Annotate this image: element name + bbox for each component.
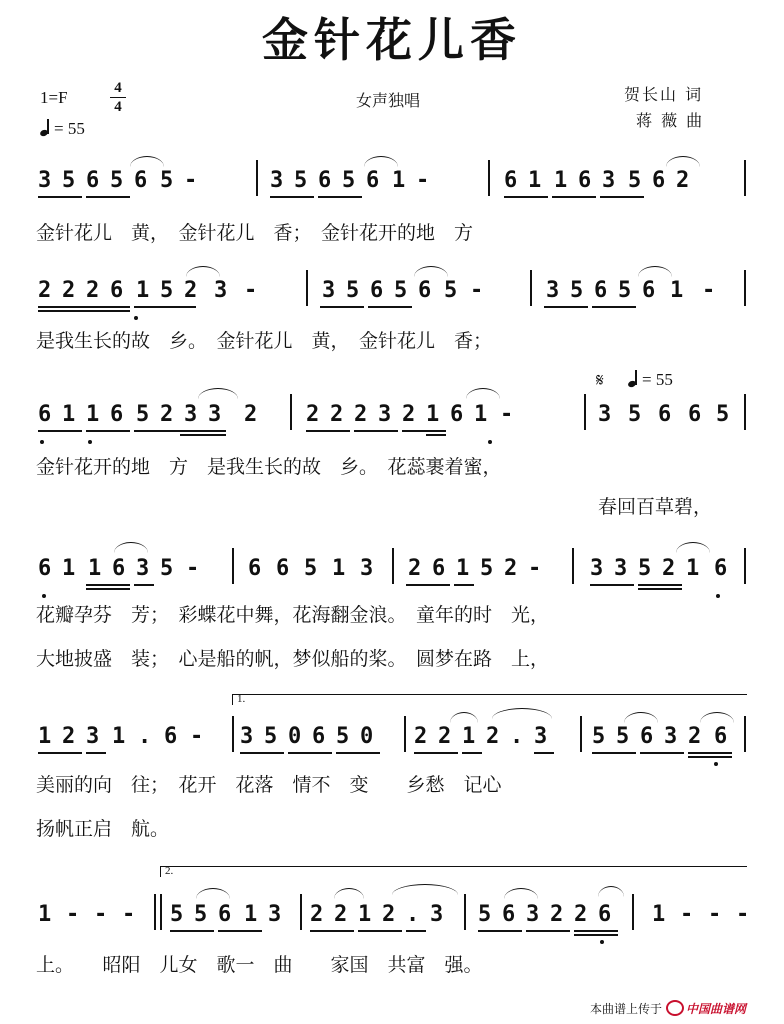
notes-row-1: 3 5 6 5 6 5 - 3 5 6 5 6 1 - 6 1 1 6 3 5 6 2 — [38, 168, 690, 193]
volta-bracket-2: 2. — [160, 866, 747, 877]
volta-bracket-1: 1. — [232, 694, 747, 705]
composer-credit: 蒋 薇 曲 — [636, 111, 705, 130]
lyrics-row-6: 上。 昭阳 儿女 歌一 曲 家国 共富 强。 — [36, 954, 483, 976]
tempo-marking: = 55 — [40, 119, 85, 139]
segno-sign: 𝄋 — [596, 370, 604, 391]
time-signature-bottom: 4 — [114, 99, 122, 115]
quarter-note-icon — [40, 120, 50, 136]
lyrics-row-1: 金针花儿 黄， 金针花儿 香； 金针花开的地 方 — [36, 222, 474, 244]
notes-row-4: 6 1 1 6 3 5 - 6 6 5 1 3 2 6 1 5 2 - 3 3 5 2 1 6 — [38, 556, 728, 581]
performance-note: 女声独唱 — [356, 91, 421, 110]
notes-row-3: 6 1 1 6 5 2 3 3 2 2 2 2 3 2 1 6 1 - 3 5 6 6 5 — [38, 402, 730, 427]
key-signature: 1=F — [40, 88, 68, 107]
notes-row-5: 1 2 3 1 . 6 - 3 5 0 6 5 0 2 2 1 2 . 3 5 5 6 3 2 6 — [38, 724, 728, 749]
tempo-marking-repeat: = 55 — [628, 370, 673, 390]
score-row-6 — [38, 902, 748, 928]
site-name: 中国曲谱网 — [686, 1002, 747, 1016]
score-row-3 — [38, 402, 748, 428]
score-row-2 — [38, 278, 748, 304]
site-logo-icon — [666, 1000, 684, 1016]
lyrics-row-3-verse-2: 春回百草碧， — [598, 496, 713, 518]
score-row-5 — [38, 724, 748, 750]
lyrics-row-2: 是我生长的故 乡。 金针花儿 黄， 金针花儿 香； — [36, 330, 493, 352]
lyricist-credit: 贺长山 词 — [624, 85, 704, 104]
lyrics-row-4: 花瓣孕芬 芳； 彩蝶花中舞，花海翻金浪。 童年的时 光， — [36, 604, 550, 626]
lyrics-row-3: 金针花开的地 方 是我生长的故 乡。 花蕊裹着蜜， — [36, 456, 502, 478]
lyrics-row-5: 美丽的向 往； 花开 花落 情不 变 乡愁 记心 — [36, 774, 502, 796]
score-title: 金针花儿香 — [262, 13, 522, 67]
score-row-1 — [38, 168, 748, 194]
lyrics-row-5-verse-2: 扬帆正启 航。 — [36, 818, 170, 840]
quarter-note-icon — [628, 371, 638, 387]
footer-credit: 本曲谱上传于 中国曲谱网 — [590, 1002, 747, 1016]
notes-row-2: 2 2 2 6 1 5 2 3 - 3 5 6 5 6 5 - 3 5 6 5 6 1 - — [38, 278, 716, 303]
lyrics-row-4-verse-2: 大地披盛 装； 心是船的帆，梦似船的桨。 圆梦在路 上， — [36, 648, 550, 670]
notes-row-6: 1 - - - 5 5 6 1 3 2 2 1 2 . 3 5 6 3 2 2 6 1 - - - — [38, 902, 750, 927]
time-signature — [110, 80, 126, 115]
time-signature-top: 4 — [114, 80, 122, 96]
